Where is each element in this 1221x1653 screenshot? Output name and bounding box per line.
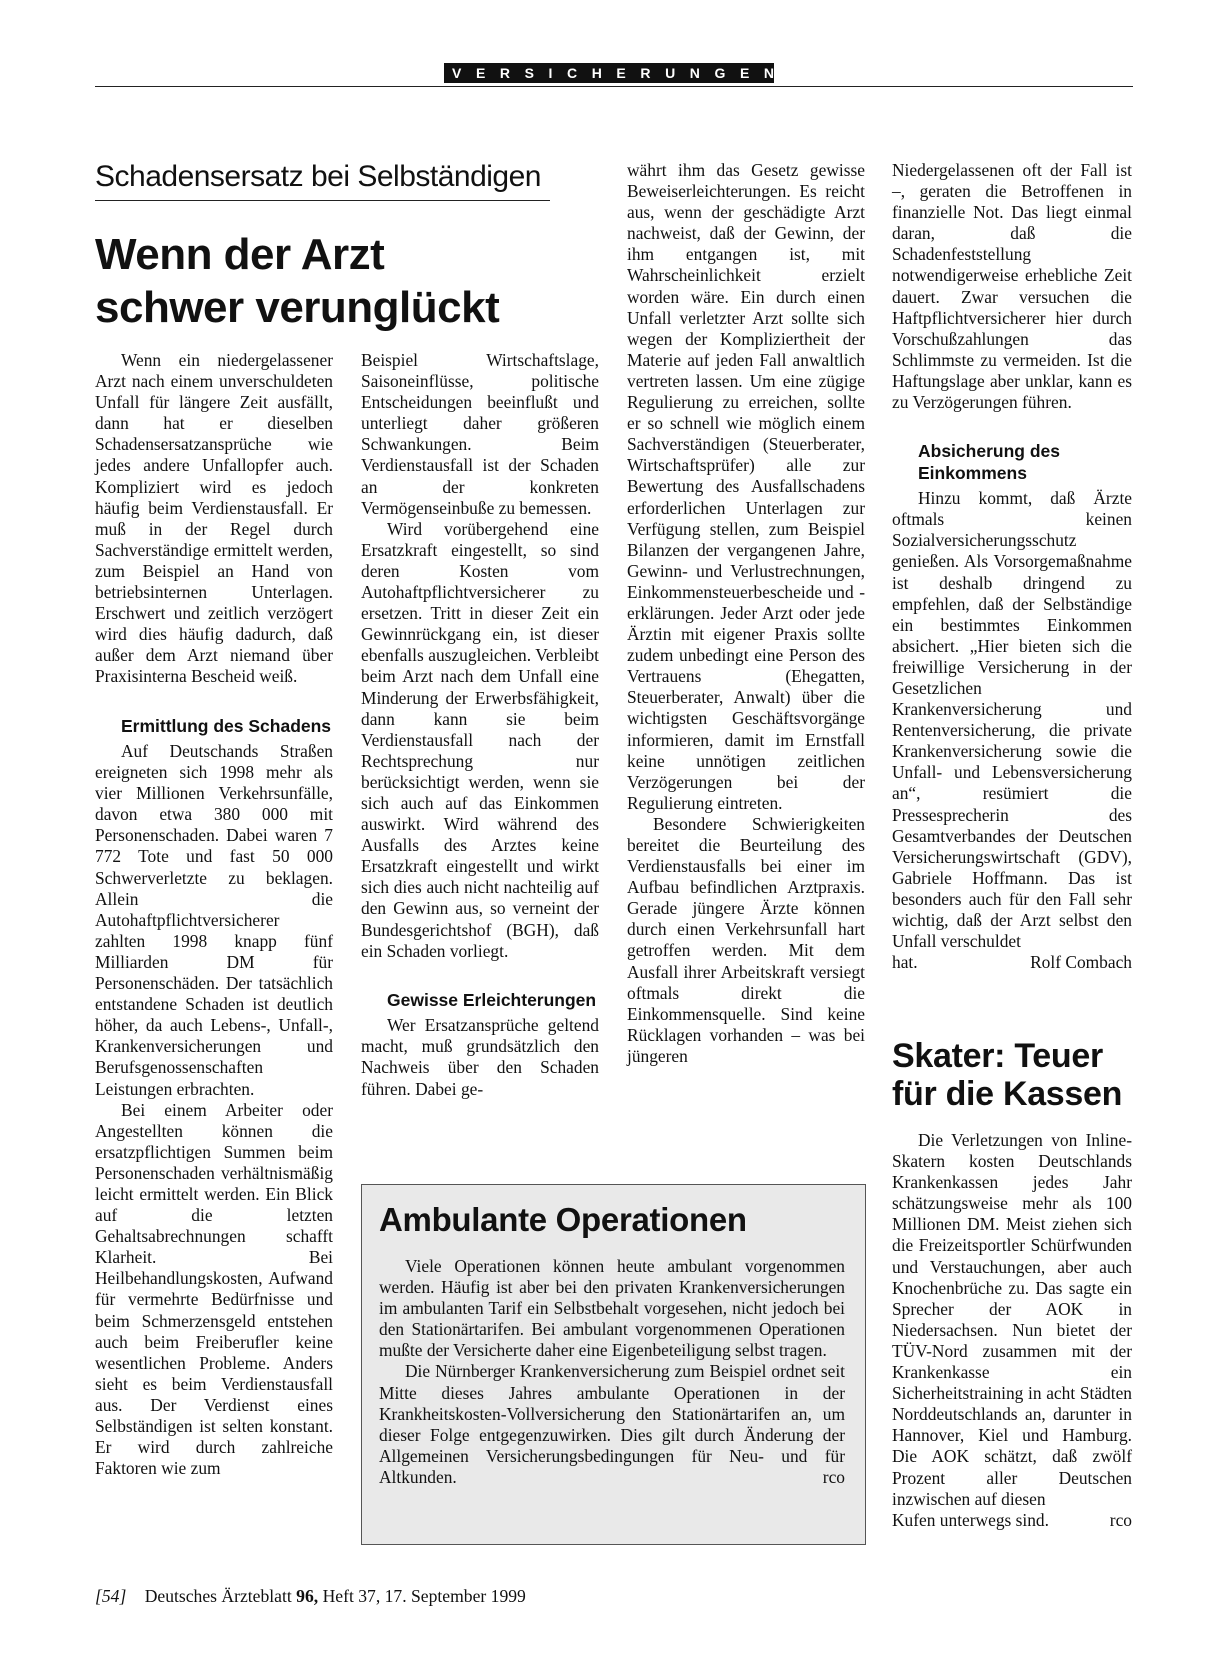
paragraph-end: hat. (892, 952, 918, 973)
article-column-4 (892, 160, 1132, 973)
paragraph: Auf Deutschands Straßen ereigneten sich 1998 mehr als vier Millionen Verkehrsunfälle, davon etwa 380 000 mit Personenschaden. Dabei waren 7 772 Tote und fast 50 000 Schwerverletzte zu beklagen. Allein die Autohaftpflichtversicherer zahlten 1998 knapp fünf Milliarden DM für Personenschäden. Der tatsächlich entstandene Schaden ist deutlich höher, da auch Lebens-, Unfall-, Krankenversicherungen und Berufsgenossenschaften Leistungen erbrachten. (95, 741, 333, 1099)
paragraph: Wird vorübergehend eine Ersatzkraft eingestellt, so sind deren Kosten vom Autohaftpflichtversicherer zu ersetzen. Tritt in dieser Zeit ein Gewinnrückgang ein, ist dieser ebenfalls auszugleichen. Verbleibt beim Arzt nach dem Unfall eine Minderung der Erwerbsfähigkeit, dann kann sie beim Verdienstausfall nach der Rechtsprechung nur berücksichtigt werden, wenn sie sich auch auf das Einkommen auswirkt. Wird während des Ausfalls des Arztes keine Ersatzkraft eingestellt und wirkt sich dies auch nicht nachteilig auf den Gewinn aus, so verneint der Bundesgerichtshof (BGH), daß ein Schaden vorliegt. (361, 518, 599, 961)
article-column-1 (95, 350, 333, 1479)
paragraph: Wer Ersatzansprüche geltend macht, muß grundsätzlich den Nachweis über den Schaden führen. Dabei ge- (361, 1015, 599, 1099)
page-number: [54] (95, 1586, 127, 1606)
paragraph: Niedergelassenen oft der Fall ist –, geraten die Betroffenen in finanzielle Not. Das liegt einmal daran, daß die Schadenfeststellung notwendigerweise erhebliche Zeit dauert. Zwar versuchen die Haftpflichtversicherer hier durch Vorschußzahlungen das Schlimmste zu vermeiden. Ist die Haftungslage aber unklar, kann es zu Verzögerungen führen. (892, 160, 1132, 413)
skater-headline-line-1: Skater: Teuer (892, 1037, 1103, 1075)
paragraph: Hinzu kommt, daß Ärzte oftmals keinen Sozialversicherungsschutz genießen. Als Vorsorgemaßnahme ist deshalb dringend zu empfehlen, daß der Selbständige ein bestimmtes Einkommen absichert. „Hier bieten sich die freiwillige Versicherung in der Gesetzlichen Krankenversicherung und Rentenversicherung, die private Krankenversicherung sowie die Unfall- und Lebensversicherung an“, resümiert die Pressesprecherin des Gesamtverbandes der Deutschen Versicherungswirtschaft (GDV), Gabriele Hoffmann. Das ist besonders auch für den Fall sehr wichtig, daß der Arzt selbst den Unfall verschuldet (892, 488, 1132, 952)
journal-volume: 96, (296, 1586, 319, 1606)
top-rule (95, 86, 1133, 87)
subheading-ermittlung: Ermittlung des Schadens (121, 715, 332, 736)
article-kicker: Schadensersatz bei Selbständigen (95, 160, 550, 201)
paragraph: Viele Operationen können heute ambulant vorgenommen werden. Häufig ist aber bei den privaten Krankenversicherungen im ambulanten Tarif ein Selbstbehalt vorgesehen, nicht jedoch bei den Stationärtarifen. Bei ambulant vorgenommenen Operationen mußte der Versicherte daher eine Eigenbeteiligung selbst tragen. (379, 1256, 845, 1361)
skater-headline (892, 1037, 1132, 1113)
author-signature-line (892, 1510, 1132, 1531)
subheading-absicherung: Absicherung des Einkommens (918, 441, 1060, 483)
author-signature-line (892, 952, 1132, 973)
subheading-erleichterungen: Gewisse Erleichterungen (387, 989, 597, 1010)
box-title: Ambulante Operationen (379, 1201, 747, 1238)
box-text (379, 1256, 845, 1488)
journal-issue: Heft 37, 17. September 1999 (322, 1586, 526, 1606)
author-name: rco (822, 1467, 845, 1488)
paragraph: Besondere Schwierigkeiten bereitet die Beurteilung des Verdienstausfalls bei einer im Aufbau befindlichen Arztpraxis. Gerade jüngere Ärzte können durch einen Verkehrsunfall hart getroffen werden. Mit dem Ausfall ihrer Arbeitskraft versiegt oftmals direkt die Einkommensquelle. Sind keine Rücklagen vorhanden – was bei jüngeren (627, 813, 865, 1066)
article-column-3 (627, 160, 865, 1067)
paragraph: Wenn ein niedergelassener Arzt nach einem unverschuldeten Unfall für längere Zeit ausfällt, dann hat er dieselben Schadensersatzansprüche wie jedes andere Unfallopfer auch. Kompliziert wird es jedoch häufig beim Verdienstausfall. Er muß in der Regel durch Sachverständige ermittelt werden, zum Beispiel an Hand von betriebsinternen Unterlagen. Erschwert und zeitlich verzögert wird dies häufig dadurch, daß außer dem Arzt niemand über Praxisinterna Bescheid weiß. (95, 350, 333, 687)
page-footer (95, 1586, 526, 1607)
skater-article (892, 1130, 1132, 1531)
journal-name: Deutsches Ärzteblatt (144, 1586, 292, 1606)
article-headline (95, 228, 575, 334)
paragraph: Die Nürnberger Krankenversicherung zum Beispiel ordnet seit Mitte dieses Jahres ambulante Operationen in der Krankheitskosten-Vollversicherung den Stationärtarifen an, um dieser Folge entgegenzuwirken. Dies gilt durch Änderung der Allgemeinen Versicherungsbedingungen für Neu- und für Altkunden. (379, 1361, 845, 1487)
author-name: Rolf Combach (1030, 952, 1132, 973)
section-tag: VERSICHERUNGEN (444, 63, 774, 83)
paragraph: Bei einem Arbeiter oder Angestellten können die ersatzpflichtigen Summen beim Personenschaden verhältnismäßig leicht ermittelt werden. Ein Blick auf die letzten Gehaltsabrechnungen schafft Klarheit. Bei Heilbehandlungskosten, Aufwand für vermehrte Bedürfnisse und beim Schmerzensgeld entstehen auch beim Freiberufler keine wesentlichen Probleme. Anders sieht es beim Verdienstausfall aus. Der Verdienst eines Selbständigen ist selten konstant. Er wird durch zahlreiche Faktoren wie zum (95, 1099, 333, 1479)
paragraph: Beispiel Wirtschaftslage, Saisoneinflüsse, politische Entscheidungen beeinflußt und unterliegt daher größeren Schwankungen. Beim Verdienstausfall ist der Schaden an der konkreten Vermögenseinbuße zu bemessen. (361, 350, 599, 518)
headline-line-2: schwer verunglückt (95, 283, 500, 332)
paragraph: Die Verletzungen von Inline-Skatern kosten Deutschlands Krankenkassen jedes Jahr schätzungsweise mehr als 100 Millionen DM. Meist ziehen sich die Freizeitsportler Schürfwunden und Verstauchungen, aber auch Knochenbrüche zu. Das sagte ein Sprecher der AOK in Niedersachsen. Nun bietet der TÜV-Nord zusammen mit der Krankenkasse ein Sicherheitstraining in acht Städten Norddeutschlands an, darunter in Hannover, Kiel und Hamburg. Die AOK schätzt, daß zwölf Prozent aller Deutschen inzwischen auf diesen (892, 1130, 1132, 1509)
paragraph-end: Kufen unterwegs sind. (892, 1509, 1049, 1530)
paragraph: währt ihm das Gesetz gewisse Beweiserleichterungen. Es reicht aus, wenn der geschädigte Arzt nachweist, daß der Gewinn, der ihm entgangen ist, mit Wahrscheinlichkeit erzielt worden wäre. Ein durch einen Unfall verletzter Arzt sollte sich wegen der Kompliziertheit der Materie auf jeden Fall anwaltlich vertreten lassen. Um eine zügige Regulierung zu erreichen, sollte er so schnell wie möglich einem Sachverständigen (Steuerberater, Wirtschaftsprüfer) alle zur Bewertung des Ausfallschadens erforderlichen Unterlagen zur Verfügung stellen, zum Beispiel Bilanzen der vergangenen Jahre, Gewinn- und Verlustrechnungen, Einkommensteuerbescheide und -erklärungen. Jeder Arzt oder jede Ärztin mit eigener Praxis sollte zudem unbedingt eine Person des Vertrauens (Ehegatten, Steuerberater, Anwalt) über die wichtigsten Geschäftsvorgänge informieren, damit im Ernstfall keine unnötigen zeitlichen Verzögerungen bei der Regulierung eintreten. (627, 160, 865, 813)
headline-line-1: Wenn der Arzt (95, 230, 385, 279)
author-name: rco (1109, 1509, 1132, 1530)
skater-headline-line-2: für die Kassen (892, 1075, 1123, 1113)
article-column-2 (361, 350, 599, 1100)
